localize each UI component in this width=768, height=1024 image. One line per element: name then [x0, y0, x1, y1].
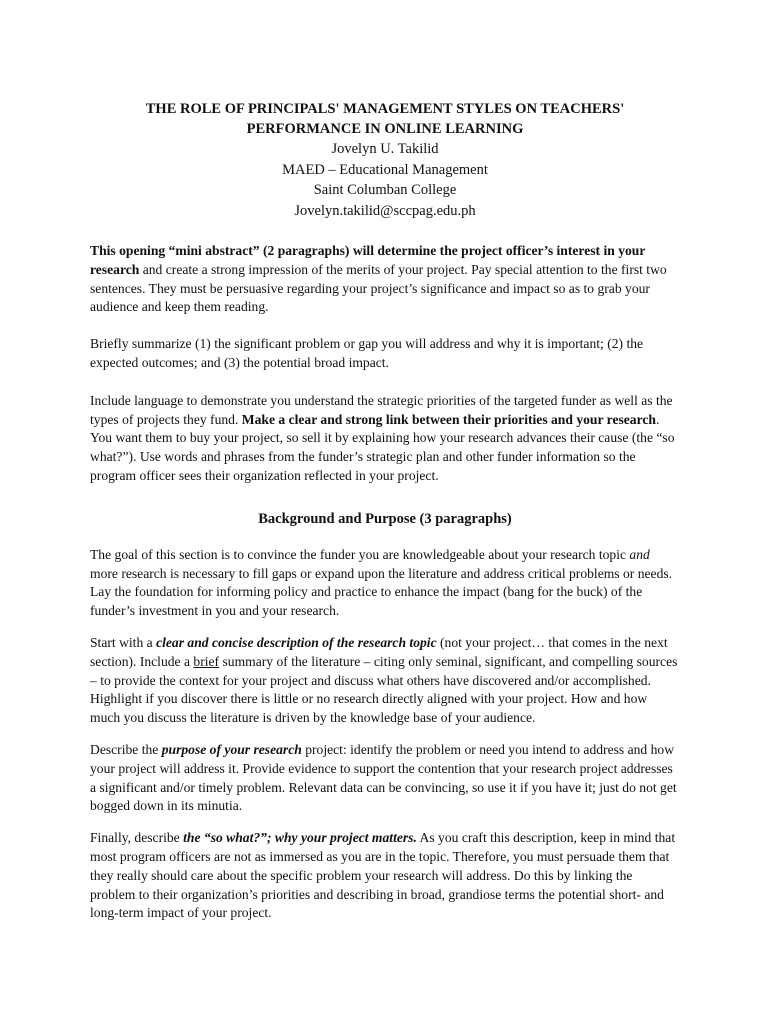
paragraph-mini-abstract: [90, 242, 680, 317]
paragraph-bolditalic-emphasis: purpose of your research: [161, 741, 302, 757]
section-heading: Background and Purpose (3 paragraphs): [258, 510, 512, 527]
paragraph-bolditalic-emphasis: clear and concise description of the research topic: [156, 634, 437, 650]
paragraph-text: summary of the literature – citing only seminal, significant, and compelling sources – to provide the context for your project and discuss what others have discovered and/or accomplished. Highlight if you discover there is little or no research directly aligned with your project. How and how much you discuss the literature is driven by the knowledge base of your audience.: [90, 653, 678, 726]
paragraph-research-topic: [90, 634, 680, 728]
paragraph-summary: Briefly summarize (1) the significant problem or gap you will address and why it is important; (2) the expected outcomes; and (3) the potential broad impact.: [90, 336, 644, 370]
paragraph-funder-priorities: [90, 392, 680, 486]
paragraph-goal: [90, 546, 680, 621]
paragraph-bolditalic-emphasis: the “so what?”; why your project matters.: [183, 830, 417, 846]
paragraph-text: and create a strong impression of the merits of your project. Pay special attention to the first two sentences. They must be persuasive regarding your project’s significance and impact so as to grab your audience and keep them reading.: [90, 261, 667, 315]
author-email: Jovelyn.takilid@sccpag.edu.ph: [294, 202, 476, 219]
paragraph-purpose: [90, 741, 680, 816]
title-line-1: THE ROLE OF PRINCIPALS' MANAGEMENT STYLES ON TEACHERS': [145, 101, 625, 117]
paragraph-bold-emphasis: Make a clear and strong link between their priorities and your research: [241, 411, 656, 427]
paragraph-text: project: identify the problem or need you intend to address and how your project will address it. Provide evidence to support the contention that your research project addresses a significant and/or timely problem. Relevant data can be convincing, so use it if you have it; just do not get bogged down in its minutia.: [90, 741, 677, 814]
title-line-2: PERFORMANCE IN ONLINE LEARNING: [246, 121, 524, 137]
paragraph-text: more research is necessary to fill gaps or expand upon the literature and address critical problems or needs. Lay the foundation for informing policy and practice to enhance the impact (bang for the buck) of the funder’s investment in you and your research.: [90, 565, 673, 619]
document-body: [90, 99, 680, 923]
author-school: Saint Columban College: [313, 182, 457, 198]
author-program: MAED – Educational Management: [282, 161, 488, 178]
document-title: [80, 99, 690, 139]
paragraph-underline-emphasis: brief: [193, 653, 220, 669]
paragraph-text: Include language to demonstrate you understand the strategic priorities of the targeted funder as well as the types of projects they fund.: [90, 392, 673, 427]
paragraph-italic-emphasis: and: [629, 546, 650, 562]
paragraph-text: The goal of this section is to convince the funder you are knowledgeable about your research topic: [90, 546, 630, 562]
paragraph-text: As you craft this description, keep in mind that most program officers are not as immersed as you are in the topic. Therefore, you must persuade them that they really should care about the specific problem your research will address. Do this by linking the problem to their organization’s priorities and describing in broad, grandiose terms the potential short- and long-term impact of your project.: [90, 830, 676, 921]
paragraph-text: . You want them to buy your project, so sell it by explaining how your research advances their cause (the “so what?”). Use words and phrases from the funder’s strategic plan and other funder information so the program officer sees their organization reflected in your project.: [90, 411, 675, 483]
paragraph-text: Describe the: [90, 741, 162, 757]
paragraph-text: (not your project… that comes in the next section). Include a: [90, 634, 668, 669]
paragraph-bold-lead: This opening “mini abstract” (2 paragraphs) will determine the project officer’s interest in your research: [90, 243, 646, 277]
paragraph-so-what: [90, 829, 680, 923]
paragraph-text: Start with a: [90, 634, 157, 650]
paragraph-text: Finally, describe: [90, 830, 184, 846]
author-name: Jovelyn U. Takilid: [331, 141, 439, 157]
